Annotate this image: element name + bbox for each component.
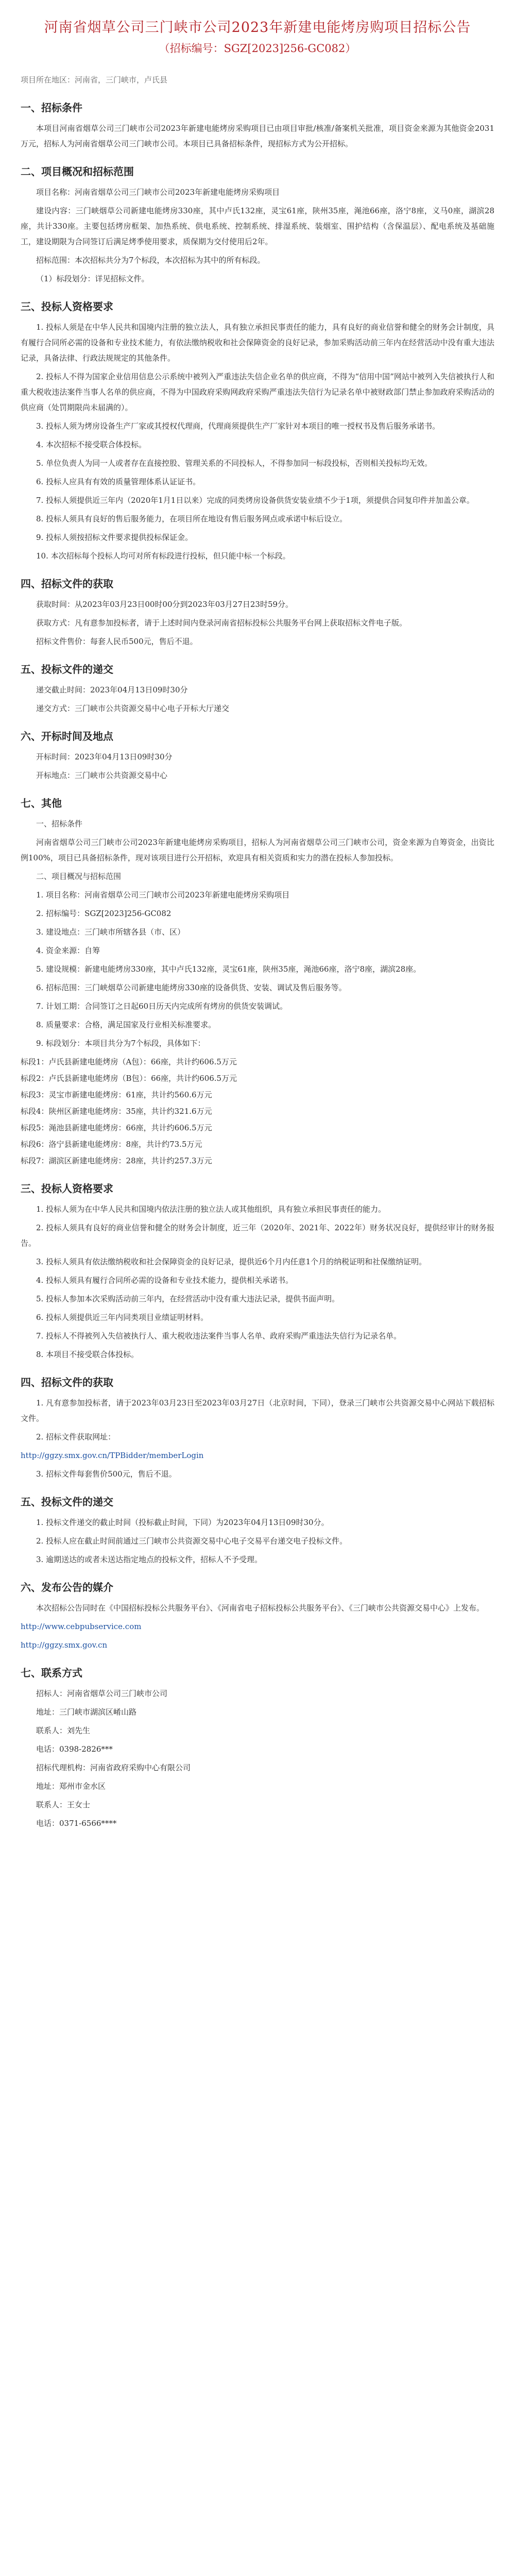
lot-item: 标段5：渑池县新建电能烤房：66座，共计约606.5万元	[21, 1123, 212, 1132]
section-heading: 一、招标条件	[21, 101, 82, 114]
paragraph: 4. 本次招标不接受联合体投标。	[36, 440, 147, 449]
notice-tail	[21, 1181, 494, 1831]
paragraph: 10. 本次招标每个投标人均可对所有标段进行投标，但只能中标一个标段。	[36, 551, 290, 561]
page-title: 河南省烟草公司三门峡市公司2023年新建电能烤房购项目招标公告	[44, 20, 471, 36]
tail-section-heading: 五、投标文件的递交	[21, 1496, 113, 1508]
tail-section-heading: 六、发布公告的媒介	[21, 1581, 113, 1594]
paragraph: 3. 招标文件每套售价500元，售后不退。	[36, 1469, 177, 1479]
paragraph: 3. 投标人须具有依法缴纳税收和社会保障资金的良好记录，提供近6个月内任意1个月的纳税证明和社保缴纳证明。	[36, 1257, 427, 1266]
link[interactable]: http://ggzy.smx.gov.cn	[21, 1640, 108, 1650]
paragraph: 3. 逾期送达的或者未送达指定地点的投标文件，招标人不予受理。	[36, 1555, 263, 1564]
paragraph: 4. 资金来源：自筹	[36, 946, 100, 955]
paragraph: 河南省烟草公司三门峡市公司2023年新建电能烤房采购项目，招标人为河南省烟草公司三门峡市公司，资金来源为自筹资金，出资比例100%，项目已具备招标条件，现对该项目进行公开招标，欢迎具有相关资质和实力的潜在投标人参加投标。	[21, 838, 494, 862]
paragraph: 2. 招标文件获取网址：	[36, 1432, 116, 1442]
paragraph: 9. 投标人须按招标文件要求提供投标保证金。	[36, 533, 193, 542]
lot-item: 标段4：陕州区新建电能烤房：35座，共计约321.6万元	[21, 1107, 212, 1116]
project-location: 项目所在地区：河南省，三门峡市，卢氏县	[21, 75, 168, 84]
tail-section-heading: 四、招标文件的获取	[21, 1376, 113, 1388]
paragraph: 1. 投标文件递交的截止时间（投标截止时间，下同）为2023年04月13日09时30分。	[36, 1518, 329, 1527]
paragraph: 获取时间：从2023年03月23日00时00分到2023年03月27日23时59分。	[36, 600, 294, 609]
section-heading: 七、其他	[21, 797, 62, 809]
paragraph: 4. 投标人须具有履行合同所必需的设备和专业技术能力，提供相关承诺书。	[36, 1276, 294, 1285]
section-heading: 四、招标文件的获取	[21, 578, 113, 590]
tail-section-heading: 七、联系方式	[21, 1667, 82, 1679]
paragraph: 3. 建设地点：三门峡市所辖各县（市、区）	[36, 927, 185, 937]
paragraph: 2. 投标人须具有良好的商业信誉和健全的财务会计制度，近三年（2020年、2021年、2022年）财务状况良好，提供经审计的财务报告。	[21, 1223, 494, 1248]
paragraph: 招标范围：本次招标共分为7个标段，本次招标为其中的所有标段。	[36, 256, 265, 265]
lot-item: 标段7：湖滨区新建电能烤房：28座，共计约257.3万元	[21, 1156, 212, 1165]
paragraph: 8. 质量要求：合格，满足国家及行业相关标准要求。	[36, 1020, 216, 1029]
paragraph: 地址：郑州市金水区	[36, 1782, 106, 1791]
paragraph: 8. 本项目不接受联合体投标。	[36, 1350, 139, 1359]
paragraph: 一、招标条件	[36, 819, 83, 828]
paragraph: 6. 投标人须提供近三年内同类项目业绩证明材料。	[36, 1313, 209, 1322]
paragraph: 本次招标公告同时在《中国招标投标公共服务平台》、《河南省电子招标投标公共服务平台》、《三门峡市公共资源交易中心》上发布。	[36, 1603, 485, 1613]
link[interactable]: http://www.cebpubservice.com	[21, 1622, 142, 1631]
notice-body	[21, 100, 494, 1051]
section-heading: 三、投标人资格要求	[21, 300, 113, 313]
paragraph: 二、项目概况与招标范围	[36, 872, 122, 881]
paragraph: 5. 单位负责人为同一人或者存在直接控股、管理关系的不同投标人，不得参加同一标段投标，否则相关投标均无效。	[36, 459, 433, 468]
paragraph: 招标代理机构：河南省政府采购中心有限公司	[36, 1763, 191, 1772]
tender-number: （招标编号：SGZ[2023]256-GC082）	[159, 42, 356, 55]
paragraph: 建设内容：三门峡烟草公司新建电能烤房330座，其中卢氏132座，灵宝61座，陕州35座，渑池66座，洛宁8座，义马0座，湖滨28座，共计330座。主要包括烤房框架、加热系统、供电系统、控制系统、排湿系统、装烟室、围护结构（含保温层）、配电系统及基础施工，建设期限为合同签订后满足烤季使用要求，质保期为交付使用后2年。	[21, 206, 494, 246]
paragraph: 7. 投标人须提供近三年内（2020年1月1日以来）完成的同类烤房设备供货安装业绩不少于1项，须提供合同复印件并加盖公章。	[36, 496, 474, 505]
paragraph: 递交方式：三门峡市公共资源交易中心电子开标大厅递交	[36, 704, 230, 713]
paragraph: 2. 投标人应在截止时间前通过三门峡市公共资源交易中心电子交易平台递交电子投标文件。	[36, 1536, 348, 1546]
paragraph: 3. 投标人须为烤房设备生产厂家或其授权代理商，代理商须提供生产厂家针对本项目的唯一授权书及售后服务承诺书。	[36, 421, 440, 431]
paragraph: 本项目河南省烟草公司三门峡市公司2023年新建电能烤房采购项目已由项目审批/核准/备案机关批准，项目资金来源为其他资金2031万元，招标人为河南省烟草公司三门峡市公司。本项目已具备招标条件，现招标方式为公开招标。	[21, 124, 494, 148]
paragraph: 电话：0371-6566****	[36, 1819, 117, 1828]
paragraph: 招标文件售价：每套人民币500元，售后不退。	[36, 637, 198, 646]
paragraph: 递交截止时间：2023年04月13日09时30分	[36, 685, 188, 694]
lot-item: 标段3：灵宝市新建电能烤房：61座，共计约560.6万元	[21, 1090, 212, 1099]
paragraph: 6. 投标人应具有有效的质量管理体系认证证书。	[36, 477, 201, 486]
link[interactable]: http://ggzy.smx.gov.cn/TPBidder/memberLogin	[21, 1451, 204, 1460]
paragraph: 7. 计划工期：合同签订之日起60日历天内完成所有烤房的供货安装调试。	[36, 1002, 288, 1011]
paragraph: 联系人：王女士	[36, 1800, 91, 1809]
paragraph: 开标地点：三门峡市公共资源交易中心	[36, 771, 168, 780]
paragraph: 2. 投标人不得为国家企业信用信息公示系统中被列入严重违法失信企业名单的供应商，不得为“信用中国”网站中被列入失信被执行人和重大税收违法案件当事人名单的供应商，不得为中国政府采购网政府采购严重违法失信行为记录名单中被财政部门禁止参加政府采购活动的供应商（处罚期限尚未届满的）。	[21, 372, 494, 412]
paragraph: 9. 标段划分：本项目共分为7个标段，具体如下：	[36, 1039, 205, 1048]
paragraph: 1. 投标人须是在中华人民共和国境内注册的独立法人，具有独立承担民事责任的能力，具有良好的商业信誉和健全的财务会计制度，具有履行合同所必需的设备和专业技术能力，有依法缴纳税收和社会保障资金的良好记录，参加采购活动前三年内在经营活动中没有重大违法记录，具备法律、行政法规规定的其他条件。	[21, 323, 494, 363]
paragraph: 6. 招标范围：三门峡烟草公司新建电能烤房330座的设备供货、安装、调试及售后服务等。	[36, 983, 347, 992]
paragraph: 1. 项目名称：河南省烟草公司三门峡市公司2023年新建电能烤房采购项目	[36, 890, 290, 900]
paragraph: 7. 投标人不得被列入失信被执行人、重大税收违法案件当事人名单、政府采购严重违法失信行为记录名单。	[36, 1331, 402, 1341]
paragraph: 8. 投标人须具有良好的售后服务能力，在项目所在地设有售后服务网点或承诺中标后设立。	[36, 514, 348, 523]
paragraph: 1. 投标人须为在中华人民共和国境内依法注册的独立法人或其他组织，具有独立承担民事责任的能力。	[36, 1205, 386, 1214]
lot-item: 标段1：卢氏县新建电能烤房（A包）：66座，共计约606.5万元	[21, 1057, 237, 1066]
paragraph: 地址：三门峡市湖滨区崤山路	[36, 1707, 137, 1717]
paragraph: 2. 招标编号：SGZ[2023]256-GC082	[36, 909, 171, 918]
lot-item: 标段2：卢氏县新建电能烤房（B包）：66座，共计约606.5万元	[21, 1074, 237, 1083]
paragraph: 招标人：河南省烟草公司三门峡市公司	[36, 1689, 168, 1698]
paragraph: 开标时间：2023年04月13日09时30分	[36, 752, 173, 761]
title-block	[0, 0, 515, 58]
paragraph: 获取方式：凡有意参加投标者，请于上述时间内登录河南省招标投标公共服务平台网上获取招标文件电子版。	[36, 618, 407, 628]
section-heading: 五、投标文件的递交	[21, 663, 113, 675]
paragraph: 5. 投标人参加本次采购活动前三年内，在经营活动中没有重大违法记录，提供书面声明。	[36, 1294, 340, 1303]
paragraph: 电话：0398-2826***	[36, 1744, 113, 1754]
paragraph: 联系人：刘先生	[36, 1726, 91, 1735]
paragraph: 项目名称：河南省烟草公司三门峡市公司2023年新建电能烤房采购项目	[36, 188, 280, 197]
paragraph: 5. 建设规模：新建电能烤房330座，其中卢氏132座，灵宝61座，陕州35座，渑池66座，洛宁8座，湖滨28座。	[36, 964, 421, 974]
lot-list	[21, 1054, 494, 1168]
section-heading: 六、开标时间及地点	[21, 730, 113, 742]
lot-item: 标段6：洛宁县新建电能烤房：8座，共计约73.5万元	[21, 1140, 202, 1149]
paragraph: （1）标段划分：详见招标文件。	[36, 274, 149, 283]
tail-section-heading: 三、投标人资格要求	[21, 1182, 113, 1195]
section-heading: 二、项目概况和招标范围	[21, 165, 134, 178]
paragraph: 1. 凡有意参加投标者，请于2023年03月23日至2023年03月27日（北京时间，下同），登录三门峡市公共资源交易中心网站下载招标文件。	[21, 1398, 494, 1423]
